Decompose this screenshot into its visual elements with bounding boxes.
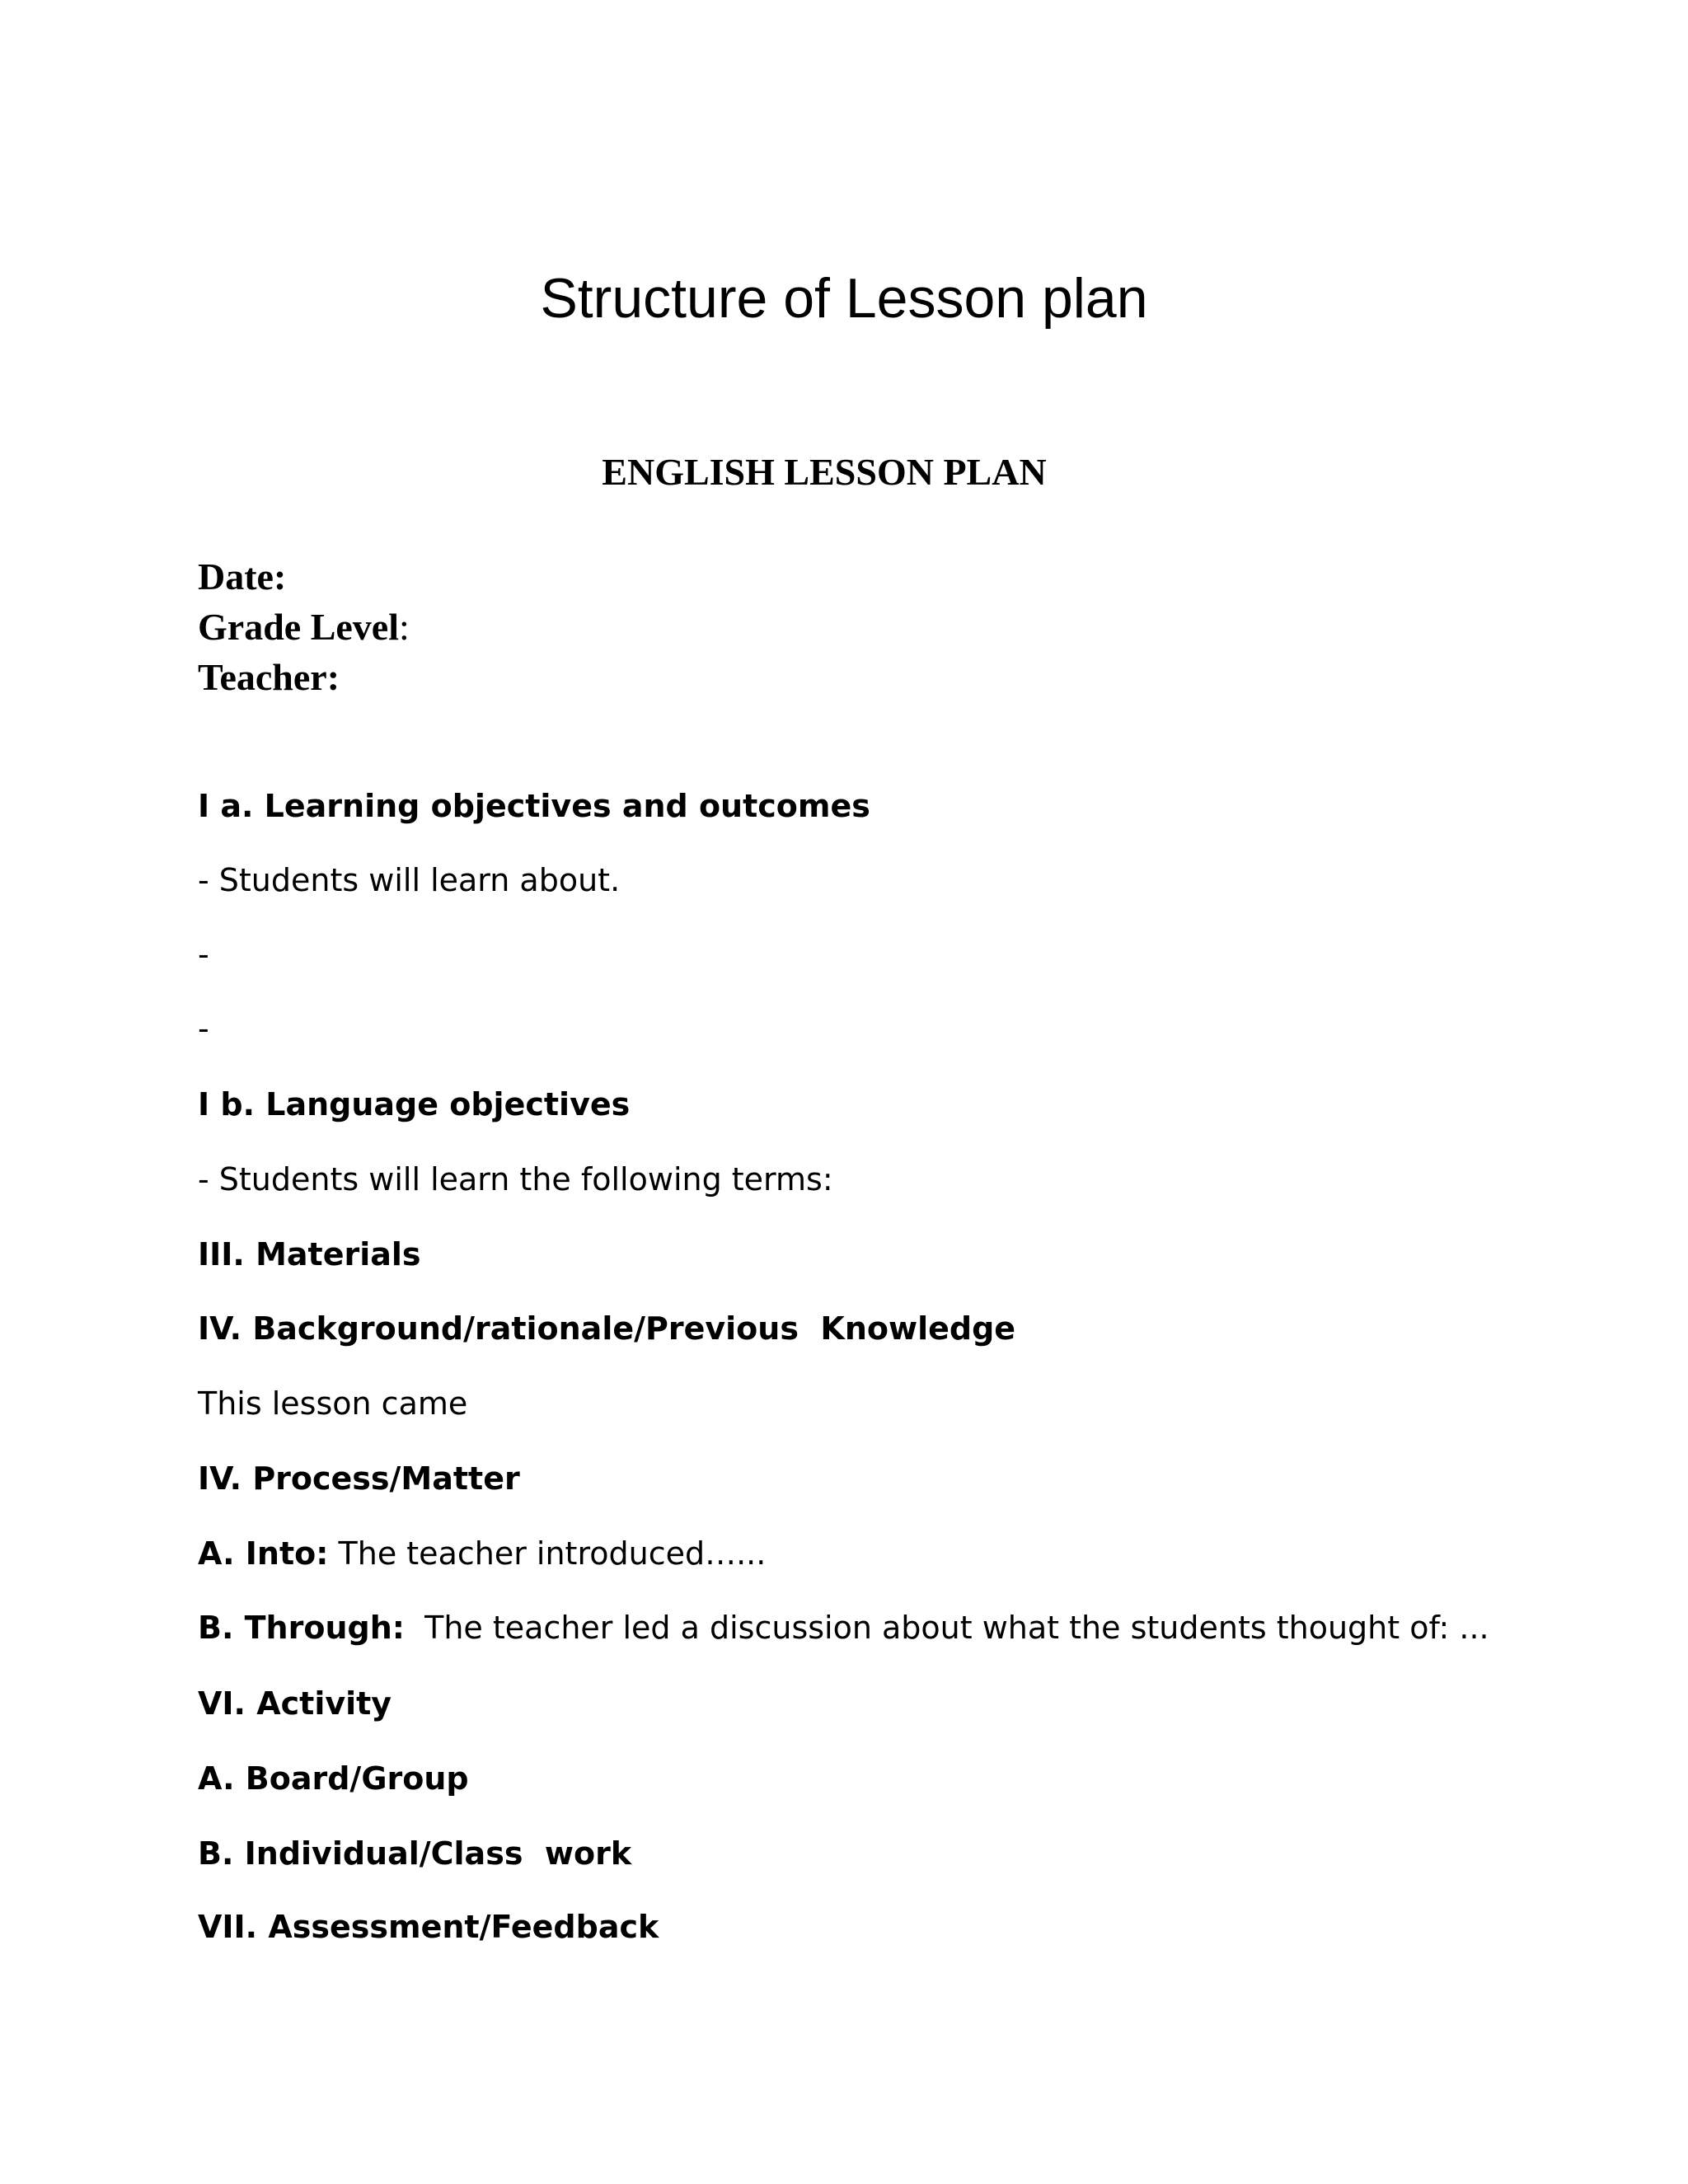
background-text: This lesson came bbox=[198, 1385, 468, 1422]
lesson-plan-subtitle: ENGLISH LESSON PLAN bbox=[602, 451, 1047, 493]
language-objectives-heading: I b. Language objectives bbox=[198, 1086, 631, 1122]
through-label: B. Through: bbox=[198, 1610, 405, 1646]
activity-board-group: A. Board/Group bbox=[198, 1760, 469, 1797]
process-through bbox=[198, 1610, 1489, 1647]
grade-level-field bbox=[198, 604, 410, 649]
background-heading: IV. Background/rationale/Previous Knowledge bbox=[198, 1310, 1016, 1347]
materials-heading: III. Materials bbox=[198, 1236, 421, 1272]
assessment-heading: VII. Assessment/Feedback bbox=[198, 1909, 659, 1945]
process-into bbox=[198, 1535, 766, 1573]
activity-heading: VI. Activity bbox=[198, 1685, 392, 1722]
into-text: The teacher introduced…... bbox=[328, 1535, 767, 1572]
date-label: Date: bbox=[198, 555, 287, 598]
language-objectives-item: - Students will learn the following terms: bbox=[198, 1161, 833, 1197]
learning-objectives-heading: I a. Learning objectives and outcomes bbox=[198, 788, 870, 824]
into-label: A. Into: bbox=[198, 1535, 329, 1572]
through-text: The teacher led a discussion about what the students thought of: ... bbox=[404, 1610, 1489, 1646]
learning-objectives-item: - bbox=[198, 936, 209, 972]
learning-objectives-item: - bbox=[198, 1010, 209, 1047]
grade-level-label: Grade Level bbox=[198, 606, 399, 648]
page-title: Structure of Lesson plan bbox=[540, 267, 1148, 330]
teacher-label: Teacher: bbox=[198, 656, 340, 698]
grade-level-colon: : bbox=[399, 606, 410, 648]
activity-individual-class: B. Individual/Class work bbox=[198, 1835, 632, 1872]
learning-objectives-item: - Students will learn about. bbox=[198, 862, 621, 898]
process-heading: IV. Process/Matter bbox=[198, 1460, 520, 1497]
